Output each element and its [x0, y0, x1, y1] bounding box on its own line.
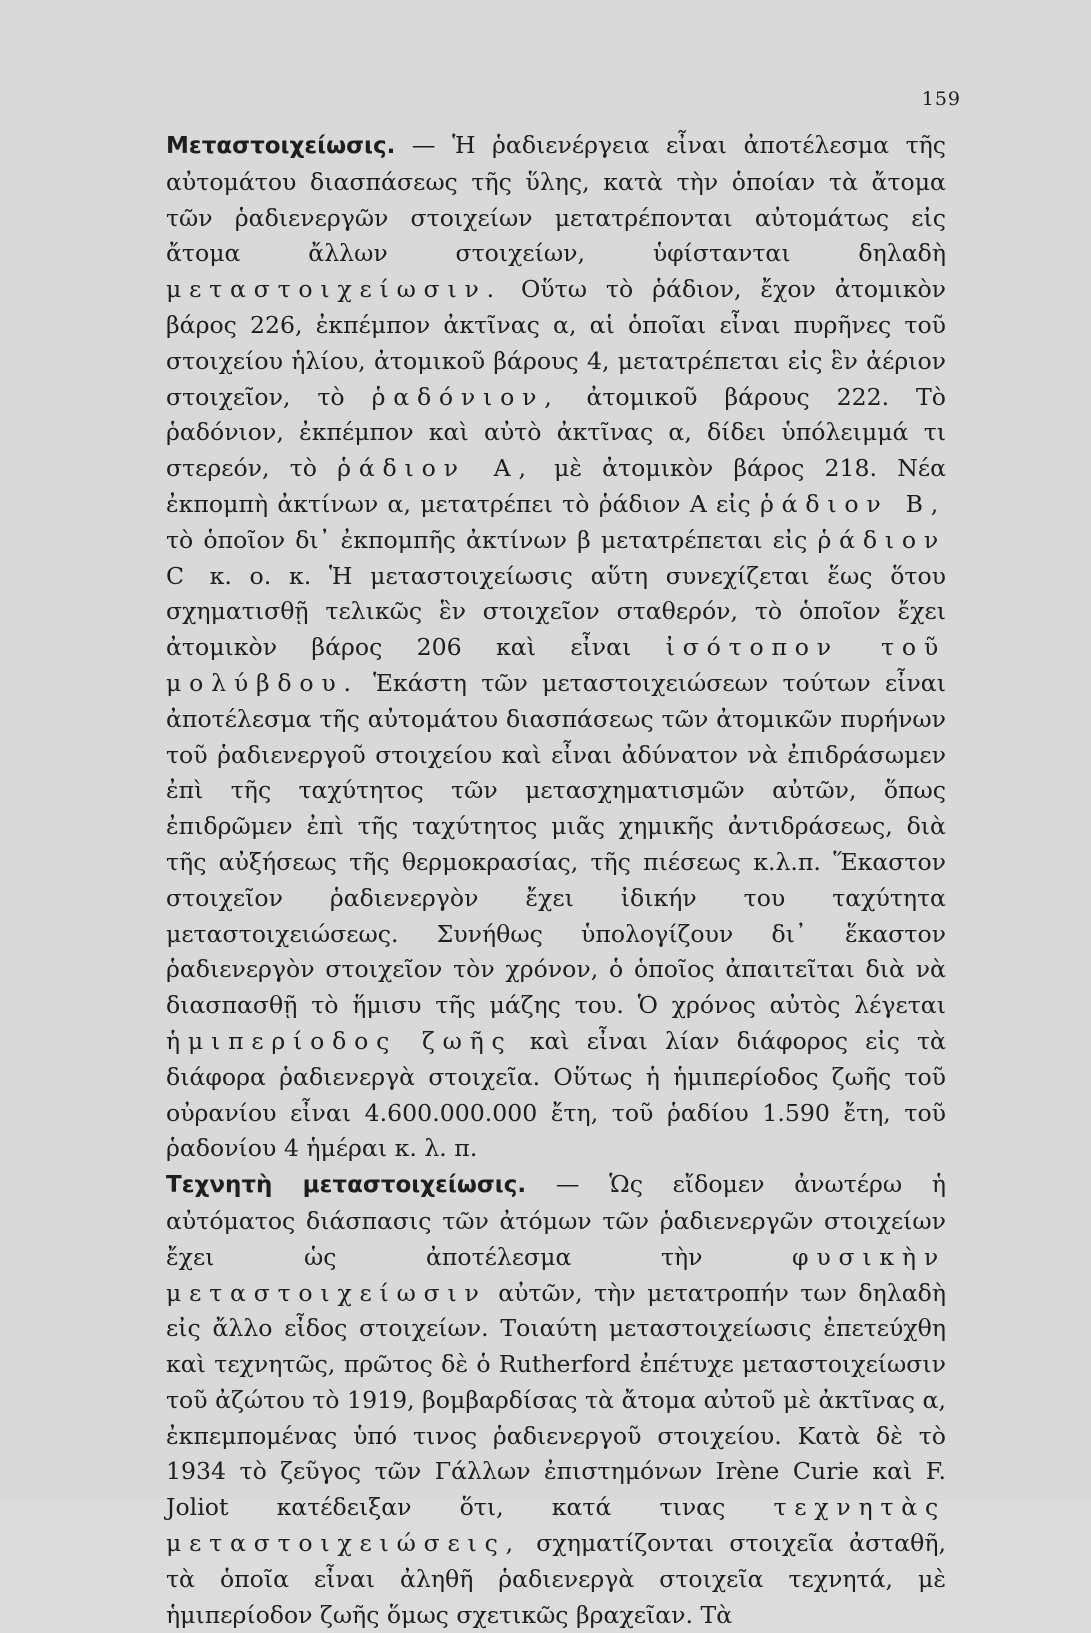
section-heading-transmutation: Μεταστοιχείωσις.	[166, 133, 396, 159]
text-run: — Ἡ ῥαδιενέργεια εἶναι ἀποτέλεσμα τῆς αὐτομάτου διασπάσεως τῆς ὕλης, κατὰ τὴν ὁποίαν τὰ ἄτομα τῶν ῥαδιενεργῶν στοιχείων μετατρέπονται αὐτομάτως εἰς ἄτομα ἄλλων στοιχείων, ὑφίστανται δηλαδὴ	[166, 131, 946, 268]
body-text	[166, 128, 946, 1633]
text-run: Ἑκάστη τῶν μεταστοιχειώσεων τούτων εἶναι ἀποτέλεσμα τῆς αὐτομάτου διασπάσεως τῶν ἀτομικῶν πυρήνων τοῦ ῥαδιενεργοῦ στοιχείου καὶ εἶναι ἀδύνατον νὰ ἐπιδράσωμεν ἐπὶ τῆς ταχύτητος τῶν μετασχηματισμῶν αὐτῶν, ὅπως ἐπιδρῶμεν ἐπὶ τῆς ταχύτητος μιᾶς χημικῆς ἀντιδράσεως, διὰ τῆς αὐξήσεως τῆς θερμοκρασίας, τῆς πιέσεως κ.λ.π. Ἕκαστον στοιχεῖον ῥαδιενεργὸν ἔχει ἰδικήν του ταχύτητα μεταστοιχειώσεως. Συνήθως ὑπολογίζουν δι᾽ ἕκαστον ῥαδιενεργὸν στοιχεῖον τὸν χρόνον, ὁ ὁποῖος ἀπαιτεῖται διὰ νὰ διασπασθῇ τὸ ἥμισυ τῆς μάζης του. Ὁ χρόνος αὐτὸς λέγεται	[166, 668, 946, 1020]
spaced-term: ῥάδιον C	[166, 525, 946, 590]
spaced-term: φυσικὴν μεταστοιχείωσιν	[166, 1242, 946, 1307]
text-run: ἀτομικοῦ βάρους 222. Τὸ ῥαδόνιον, ἐκπέμπον καὶ αὐτὸ ἀκτῖνας α, δίδει ὑπόλειμμά τι στερεόν, τὸ	[166, 382, 946, 483]
text-run: αὐτῶν, τὴν μετατροπήν των δηλαδὴ εἰς ἄλλο εἶδος στοιχείων. Τοιαύτη μεταστοιχείωσις ἐπετεύχθη καὶ τεχνητῶς, πρῶτος δὲ ὁ Rutherford ἐπέτυχε μεταστοιχείωσιν τοῦ ἀζώτου τὸ 1919, βομβαρδίσας τὰ ἄτομα αὐτοῦ μὲ ἀκτῖνας α, ἐκπεμπομένας ὑπό τινος ῥαδιενεργοῦ στοιχείου. Κατὰ δὲ τὸ 1934 τὸ ζεῦγος τῶν Γάλλων ἐπιστημόνων Irène Curie καὶ F. Joliot κατέδειξαν ὅτι, κατά τινας	[166, 1278, 946, 1522]
text-run: κ. ο. κ. Ἡ μεταστοιχείωσις αὕτη συνεχίζεται ἕως ὅτου σχηματισθῇ τελικῶς ἓν στοιχεῖον σταθερόν, τὸ ὁποῖον ἔχει ἀτομικὸν βάρος 206 καὶ εἶναι	[166, 561, 946, 662]
text-run: σχηματίζονται στοιχεῖα ἀσταθῆ, τὰ ὁποῖα εἶναι ἀληθῆ ῥαδιενεργὰ στοιχεῖα τεχνητά, μὲ ἡμιπερίοδον ζωῆς ὅμως σχετικῶς βραχεῖαν. Τὰ	[166, 1529, 946, 1629]
text-run: τὸ ὁποῖον δι᾽ ἐκπομπῆς ἀκτίνων β μετατρέπεται εἰς	[166, 525, 818, 554]
spaced-term: τεχνητὰς μεταστοιχειώσεις,	[166, 1493, 946, 1558]
paragraph-artificial-transmutation	[166, 1167, 946, 1633]
spaced-term: ῥαδόνιον,	[371, 382, 560, 411]
spaced-term: μεταστοιχείωσιν.	[166, 275, 502, 304]
section-heading-artificial-transmutation: Τεχνητὴ μεταστοιχείωσις.	[166, 1172, 527, 1199]
spaced-term: ἰσότοπον τοῦ μολύβδου.	[166, 633, 946, 697]
text-run: — Ὡς εἴδομεν ἀνωτέρω ἡ αὐτόματος διάσπασις τῶν ἀτόμων τῶν ῥαδιενεργῶν στοιχείων ἔχει ὡς ἀποτέλεσμα τὴν	[166, 1170, 946, 1271]
spaced-term: ῥάδιον Α,	[337, 454, 534, 483]
page-number: 159	[921, 88, 961, 110]
paragraph-natural-transmutation	[166, 128, 946, 1167]
spaced-term: ῥάδιον Β,	[760, 489, 946, 518]
spaced-term: ἡμιπερίοδος ζωῆς	[166, 1026, 513, 1055]
text-run: καὶ εἶναι λίαν διάφορος εἰς τὰ διάφορα ῥαδιενεργὰ στοιχεῖα. Οὕτως ἡ ἡμιπερίοδος ζωῆς τοῦ οὐρανίου εἶναι 4.600.000.000 ἔτη, τοῦ ῥαδίου 1.590 ἔτη, τοῦ ῥαδονίου 4 ἡμέραι κ. λ. π.	[166, 1026, 946, 1163]
text-run: μὲ ἀτομικὸν βάρος 218. Νέα ἐκπομπὴ ἀκτίνων α, μετατρέπει τὸ ῥάδιον Α εἰς	[166, 454, 947, 518]
text-run: Οὕτω τὸ ῥάδιον, ἔχον ἀτομικὸν βάρος 226, ἐκπέμπον ἀκτῖνας α, αἱ ὁποῖαι εἶναι πυρῆνες τοῦ στοιχείου ἡλίου, ἀτομικοῦ βάρους 4, μετατρέπεται εἰς ἓν ἀέριον στοιχεῖον, τὸ	[166, 275, 946, 411]
